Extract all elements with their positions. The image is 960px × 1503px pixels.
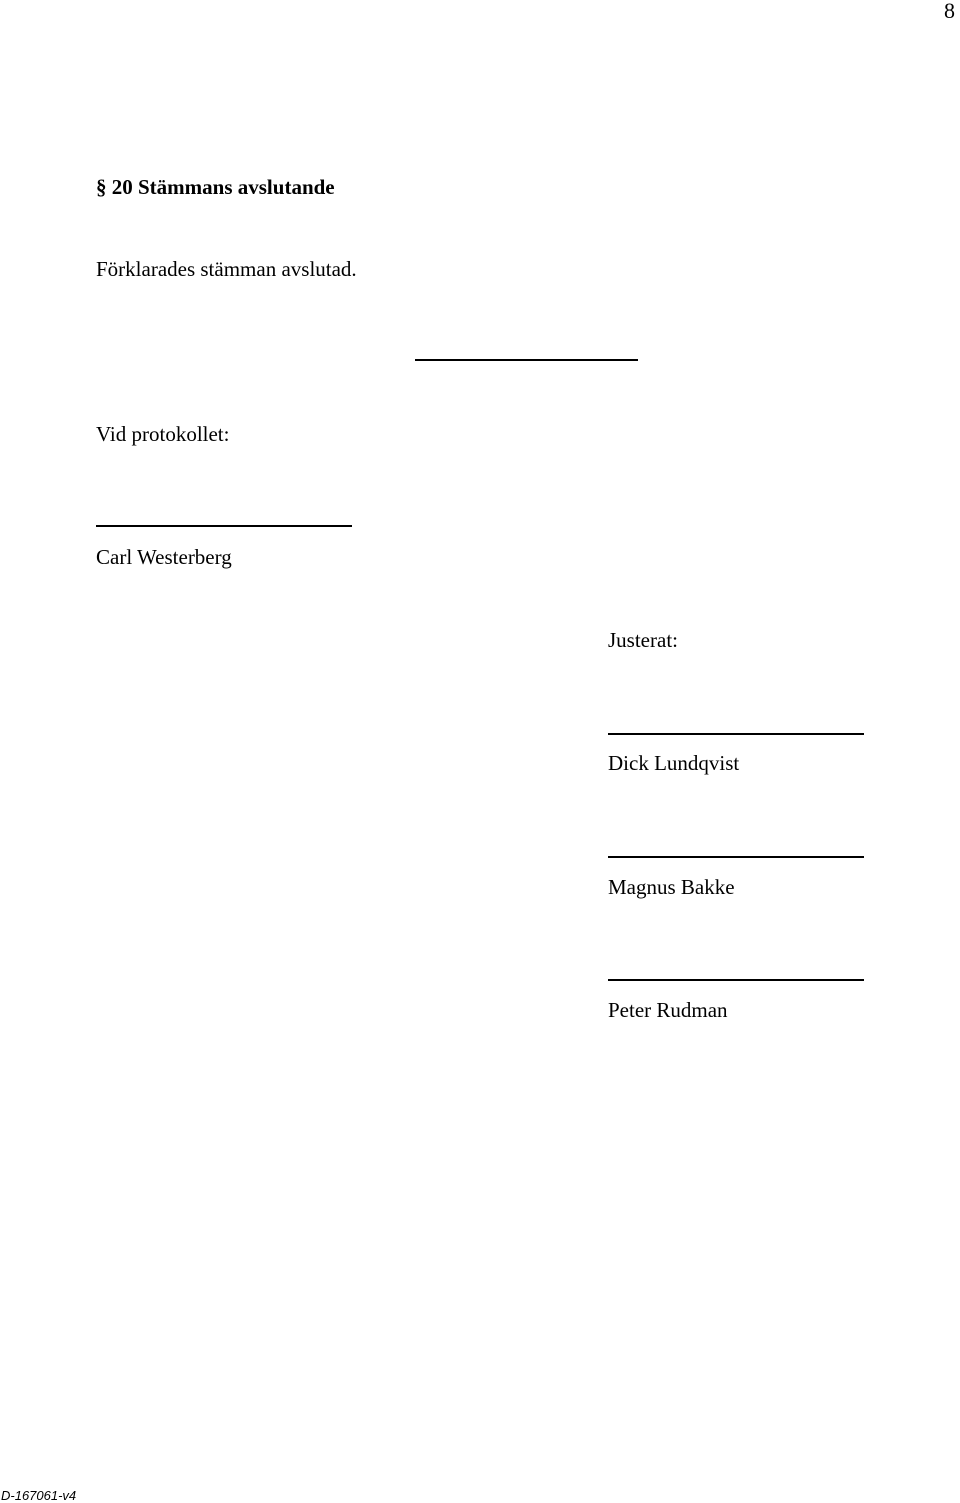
signature-line-secretary: [96, 525, 352, 527]
page-number: 8: [944, 0, 955, 23]
minutes-label: Vid protokollet:: [96, 422, 230, 446]
justified-label: Justerat:: [608, 628, 678, 652]
adjuster-name-3: Peter Rudman: [608, 998, 728, 1022]
adjuster-name-2: Magnus Bakke: [608, 875, 735, 899]
document-id: D-167061-v4: [1, 1488, 77, 1503]
signature-line-unlabeled: [415, 359, 638, 361]
signature-line-adjuster-2: [608, 856, 864, 858]
adjuster-name-1: Dick Lundqvist: [608, 751, 740, 775]
closing-statement: Förklarades stämman avslutad.: [96, 257, 357, 281]
section-heading: § 20 Stämmans avslutande: [96, 175, 335, 199]
signature-line-adjuster-1: [608, 733, 864, 735]
secretary-name: Carl Westerberg: [96, 545, 232, 569]
signature-line-adjuster-3: [608, 979, 864, 981]
